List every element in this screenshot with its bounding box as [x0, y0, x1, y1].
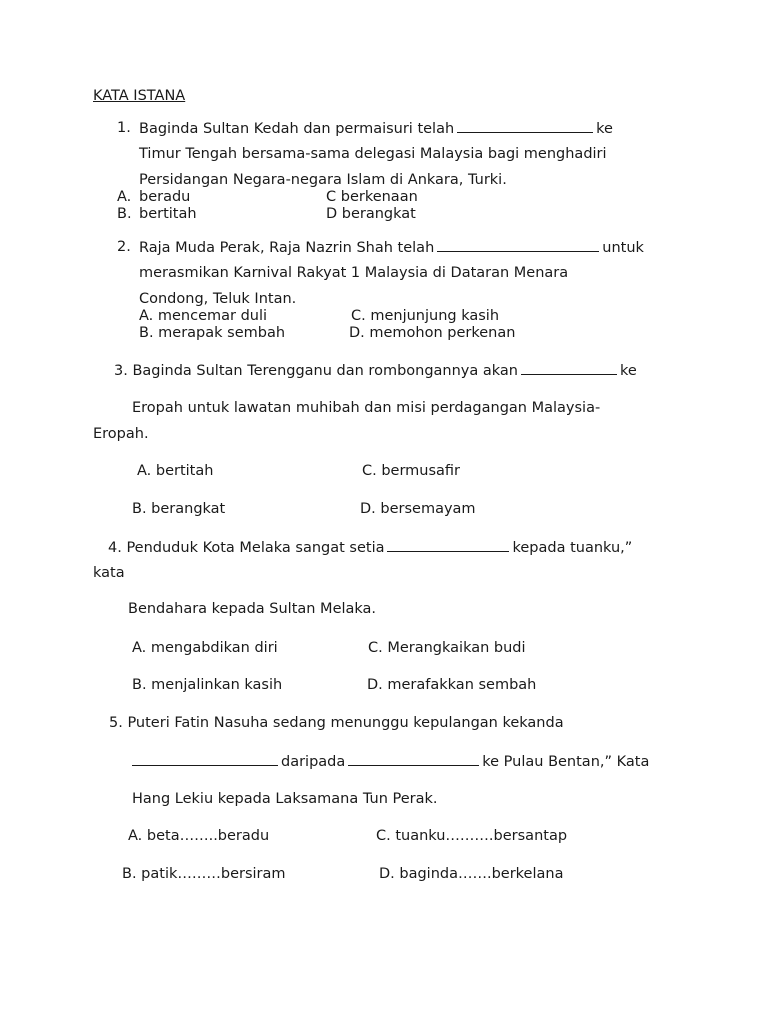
- q3-option-a: A. bertitah: [137, 463, 214, 479]
- q4-blank: [387, 538, 509, 552]
- q1-option-a: beradu: [139, 189, 191, 205]
- q5-line1: 5. Puteri Fatin Nasuha sedang menunggu kepulangan kekanda: [109, 715, 564, 731]
- q1-option-c: C berkenaan: [326, 189, 418, 205]
- q3-line1-text: 3. Baginda Sultan Terengganu dan rombongannya akan: [114, 363, 518, 379]
- q5-option-c: C. tuanku……….bersantap: [376, 828, 568, 844]
- q1-option-b: bertitah: [139, 206, 197, 222]
- q5-line3: Hang Lekiu kepada Laksamana Tun Perak.: [132, 791, 438, 807]
- q2-line1-text: Raja Muda Perak, Raja Nazrin Shah telah: [139, 240, 435, 256]
- q5-line2-end: ke Pulau Bentan,” Kata: [482, 754, 650, 770]
- q3-option-b: B. berangkat: [132, 501, 226, 517]
- q4-option-c: C. Merangkaikan budi: [368, 640, 526, 656]
- q2-option-d: D. memohon perkenan: [349, 325, 516, 341]
- q2-option-c: C. menjunjung kasih: [351, 308, 500, 324]
- q3-line3: Eropah.: [93, 426, 149, 442]
- q1-number: 1.: [117, 120, 131, 136]
- q4-option-b: B. menjalinkan kasih: [132, 677, 283, 693]
- q1-option-a-letter: A.: [117, 189, 132, 205]
- q3-line1: [114, 361, 637, 380]
- q3-blank: [521, 361, 617, 375]
- q4-line2: kata: [93, 565, 125, 581]
- q5-blank-1: [132, 752, 278, 766]
- q1-blank: [457, 119, 593, 133]
- q5-option-d: D. baginda…….berkelana: [379, 866, 564, 882]
- q4-line1-end: kepada tuanku,”: [512, 540, 633, 556]
- q4-line3: Bendahara kepada Sultan Melaka.: [128, 601, 377, 617]
- q2-option-a: A. mencemar duli: [139, 308, 268, 324]
- q1-line1: [139, 119, 613, 138]
- q2-number: 2.: [117, 239, 131, 255]
- q2-blank: [437, 238, 599, 252]
- q1-line3: Persidangan Negara-negara Islam di Ankara, Turki.: [139, 172, 507, 188]
- q1-line1-end: ke: [596, 121, 613, 137]
- q3-line2: Eropah untuk lawatan muhibah dan misi perdagangan Malaysia-: [132, 400, 601, 416]
- page-title: KATA ISTANA: [93, 88, 186, 104]
- q5-blank-2: [348, 752, 479, 766]
- q5-option-a: A. beta……..beradu: [128, 828, 270, 844]
- q3-line1-end: ke: [619, 363, 637, 379]
- q1-line1-text: Baginda Sultan Kedah dan permaisuri telah: [139, 121, 455, 137]
- q1-line2: Timur Tengah bersama-sama delegasi Malaysia bagi menghadiri: [139, 146, 607, 162]
- q4-option-d: D. merafakkan sembah: [367, 677, 537, 693]
- q3-option-c: C. bermusafir: [362, 463, 461, 479]
- q1-option-b-letter: B.: [117, 206, 132, 222]
- q4-option-a: A. mengabdikan diri: [132, 640, 278, 656]
- q2-line3: Condong, Teluk Intan.: [139, 291, 297, 307]
- q2-line1: [139, 238, 644, 257]
- q1-option-d: D berangkat: [326, 206, 416, 222]
- q2-line2: merasmikan Karnival Rakyat 1 Malaysia di Dataran Menara: [139, 265, 569, 281]
- q4-line1-text: 4. Penduduk Kota Melaka sangat setia: [108, 540, 385, 556]
- q5-option-b: B. patik………bersiram: [122, 866, 286, 882]
- q2-option-b: B. merapak sembah: [139, 325, 286, 341]
- q4-line1: [108, 538, 632, 557]
- q2-line1-end: untuk: [602, 240, 644, 256]
- q5-line2-mid: daripada: [281, 754, 346, 770]
- q3-option-d: D. bersemayam: [360, 501, 476, 517]
- q5-line2: [129, 752, 649, 771]
